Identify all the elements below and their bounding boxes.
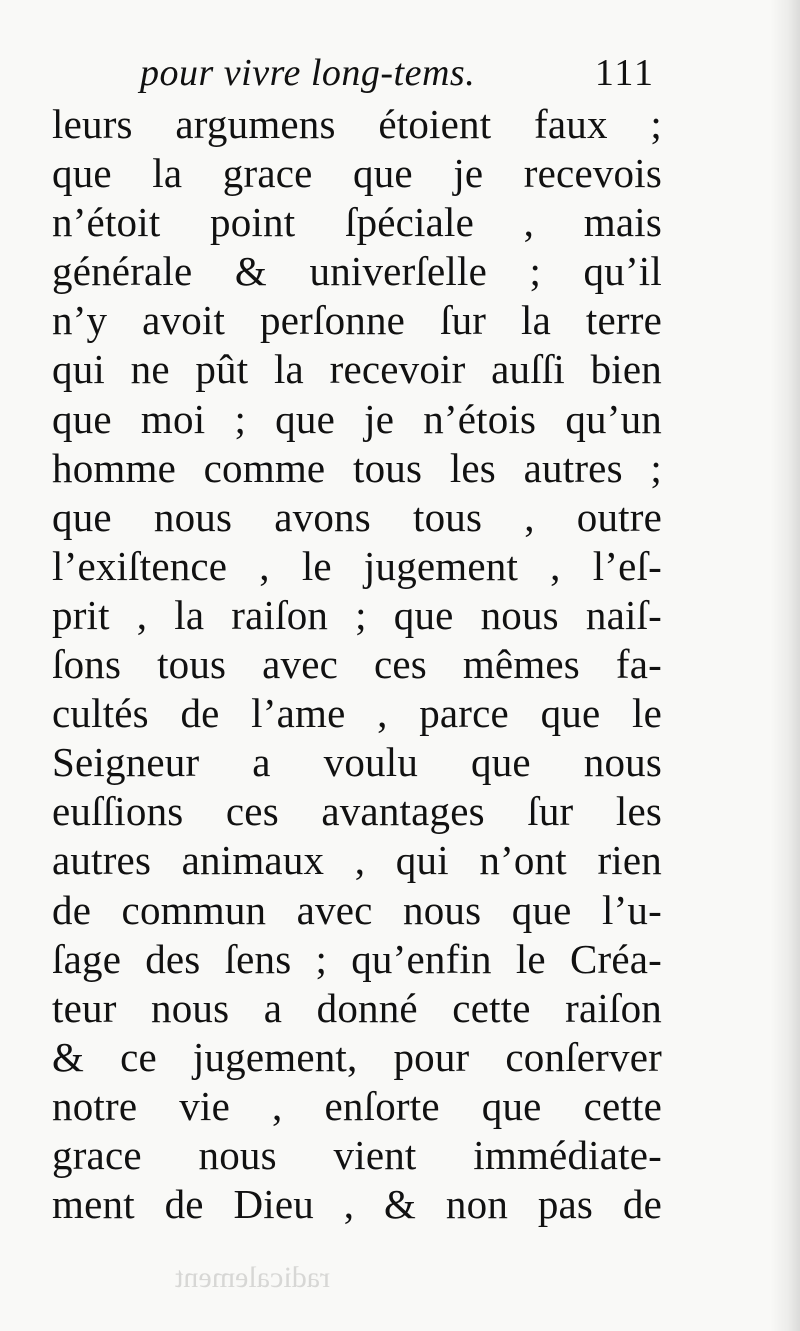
text-line: grace nous vient immédiate- [52, 1131, 662, 1178]
text-line: que la grace que je recevois [52, 150, 662, 197]
text-line: homme comme tous les autres ; [52, 444, 662, 491]
text-line: de commun avec nous que l’u- [52, 886, 662, 933]
text-line: leurs argumens étoient faux ; [52, 101, 662, 147]
page-number: 111 [594, 52, 655, 94]
text-line: ment de Dieu , & non pas de [52, 1181, 662, 1228]
text-line: teur nous a donné cette raiſon [52, 984, 662, 1031]
text-line: n’y avoit perſonne ſur la terre [52, 297, 662, 344]
text-line: ſons tous avec ces mêmes fa- [52, 641, 662, 688]
body-text [52, 100, 662, 1229]
text-line: n’étoit point ſpéciale , mais [52, 199, 662, 246]
text-line: notre vie , enſorte que cette [52, 1082, 662, 1129]
text-line: cultés de l’ame , parce que le [52, 690, 662, 737]
text-line: Seigneur a voulu que nous [52, 739, 662, 786]
text-line: prit , la raiſon ; que nous naiſ- [52, 591, 662, 638]
running-title: pour vivre long-tems. [140, 52, 476, 94]
text-line: autres animaux , qui n’ont rien [52, 837, 662, 884]
page-edge-shadow [770, 0, 800, 1331]
text-line: euſſions ces avantages ſur les [52, 788, 662, 835]
text-line: ſage des ſens ; qu’enfin le Créa- [52, 935, 662, 982]
text-line: qui ne pût la recevoir auſſi bien [52, 346, 662, 393]
text-line: l’exiſtence , le jugement , l’eſ- [52, 542, 662, 589]
text-line: & ce jugement, pour conſerver [52, 1033, 662, 1080]
bleed-through-text: radicalement [175, 1261, 330, 1294]
text-line: générale & univerſelle ; qu’il [52, 248, 662, 295]
text-line: que moi ; que je n’étois qu’un [52, 395, 662, 442]
text-line: que nous avons tous , outre [52, 493, 662, 540]
running-head [140, 50, 655, 100]
